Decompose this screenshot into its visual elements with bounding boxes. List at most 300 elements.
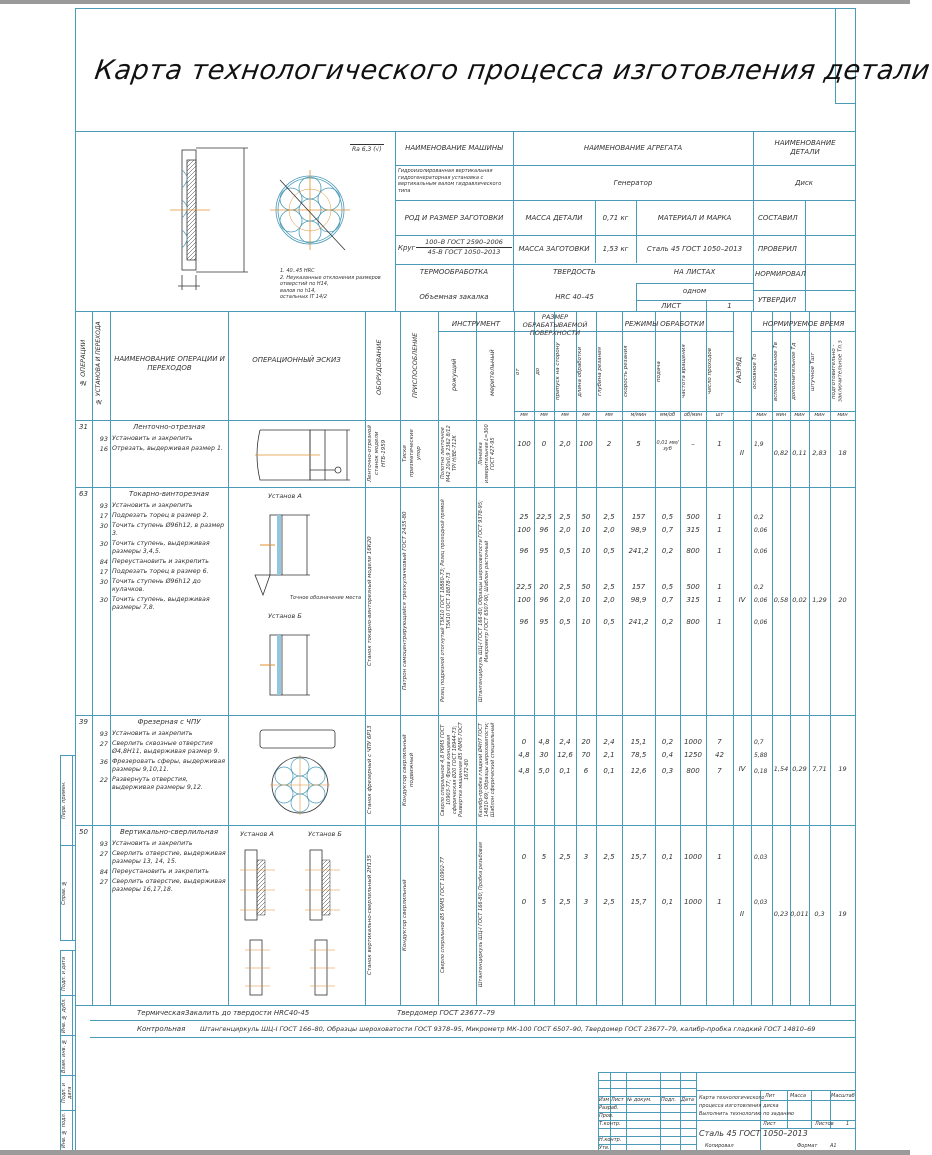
sketch-op31: [250, 425, 360, 485]
sheets-label: НА ЛИСТАХ: [673, 268, 716, 276]
stamp-sheets-value: 1: [846, 1121, 850, 1127]
mode-value: 241,2: [628, 618, 649, 626]
grid-line: [476, 311, 477, 1005]
signature-approved: УТВЕРДИЛ: [758, 296, 796, 304]
mode-value: 20: [581, 738, 591, 746]
footer-thermal-text: Закалить до твердости HRC40-45: [185, 1009, 310, 1017]
op-name: Токарно-винторезная: [128, 490, 210, 498]
col-size-from: от: [515, 368, 521, 375]
time-add: 0,011: [790, 910, 809, 918]
mode-value: 98,9: [630, 526, 647, 534]
grid-line: [75, 825, 855, 826]
mode-value: 0,5: [661, 583, 674, 591]
mode-value: 800: [686, 547, 700, 555]
mode-value: 6: [583, 767, 589, 775]
stamp-doc-title-line: Карта технологического: [699, 1095, 765, 1101]
mode-value: 0,3: [661, 767, 674, 775]
mode-value: 30: [539, 751, 549, 759]
mode-value: 500: [686, 583, 700, 591]
fixture: Кондуктор сверлильный подвижный: [402, 734, 415, 806]
grade: IV: [738, 596, 746, 604]
side-stamp-label: Перв. примен.: [61, 781, 67, 819]
step-no: 93: [99, 435, 108, 443]
stamp-sheets: Листов: [815, 1121, 834, 1127]
col-fixture: ПРИСПОСОБЛЕНИЕ: [411, 332, 419, 398]
mode-value: 800: [686, 618, 700, 626]
tool-measuring: Штангенциркуль ШЦ-I ГОСТ 166-80; Пробка резьбовая: [478, 842, 484, 988]
step-no: 17: [99, 512, 108, 520]
time-main: 1,9: [754, 441, 764, 448]
step-no: 84: [99, 868, 108, 876]
grid-line: [733, 311, 734, 1005]
unit-label: мм: [540, 412, 548, 418]
drawing-note: валов по h14,: [280, 287, 316, 294]
step-text: Установить и закрепить: [112, 730, 193, 737]
op-name: Ленточно-отрезная: [133, 423, 205, 431]
mode-value: 3: [583, 898, 589, 906]
grid-line: [110, 311, 111, 1005]
fixture: Кондуктор сверлильный: [402, 879, 408, 951]
unit-label: мин: [794, 412, 805, 418]
footer-control-text: Штангенциркуль ШЦ-I ГОСТ 166–80, Образцы шероховатости ГОСТ 9378–95, Микрометр МК-100 ГОСТ 6507–90, Твердомер ГОСТ 23677–79, калибр-пробка гладкий ГОСТ 14810–69: [200, 1025, 816, 1033]
col-speed: скорость резания: [623, 345, 629, 398]
mode-value: 7: [717, 767, 722, 775]
time-main: 5,88: [754, 752, 768, 759]
col-size-group: РАЗМЕР ОБРАБАТЫВАЕМОЙ ПОВЕРХНОСТИ: [522, 313, 588, 337]
unit-label: м/мин: [630, 412, 647, 418]
grid-line: [438, 311, 439, 1005]
col-tool-measuring: мерительный: [488, 349, 496, 396]
col-setup-no: № УСТАНОВА И ПЕРЕХОДА: [95, 321, 102, 405]
time-add: 0,02: [792, 596, 807, 604]
sketch-op50: [235, 840, 365, 1000]
mode-value: 0,2: [661, 738, 674, 746]
time-main: 0,03: [754, 899, 768, 906]
grid-line: [660, 1072, 661, 1150]
mode-value: 10: [581, 526, 591, 534]
unit-label: мм: [520, 412, 528, 418]
mode-value: 100: [517, 596, 531, 604]
mode-value: 2,0: [603, 596, 615, 604]
time-main: 0,2: [754, 584, 764, 591]
mode-value: 12,6: [557, 751, 573, 759]
grid-line: [75, 420, 855, 421]
mode-value: 1: [717, 898, 722, 906]
col-feed: подача: [656, 361, 662, 382]
grid-line: [60, 995, 75, 996]
time-main: 0,06: [754, 597, 768, 604]
unit-label: мин: [756, 412, 767, 418]
mode-value: 0,5: [603, 618, 615, 626]
step-no: 93: [99, 502, 108, 510]
step-no: 84: [99, 558, 108, 566]
mode-value: 1000: [684, 853, 702, 861]
mode-value: 0,1: [661, 898, 674, 906]
mode-value: 3: [583, 853, 589, 861]
step-no: 36: [99, 758, 108, 766]
grade: IV: [738, 765, 746, 773]
grid-line: [680, 1072, 681, 1150]
part-value: Диск: [794, 179, 814, 187]
grid-line: [75, 487, 855, 488]
mode-value: 96: [539, 526, 549, 534]
mode-value: 50: [581, 513, 591, 521]
op-name: Фрезерная с ЧПУ: [137, 718, 201, 726]
tool-measuring: Линейка измерительная L=300 ГОСТ 427-95: [478, 424, 496, 483]
signature-composed: СОСТАВИЛ: [758, 214, 798, 222]
time-aux: 1,54: [773, 765, 789, 773]
mode-value: 0,1: [603, 767, 615, 775]
mode-value: 25: [519, 513, 529, 521]
mode-value: 2,0: [559, 440, 571, 448]
mode-value: 2,1: [603, 751, 615, 759]
mode-value: 4,8: [518, 751, 530, 759]
part-mass-value: 0,71 кг: [602, 214, 629, 222]
col-depth: глубина резания: [597, 347, 603, 396]
mode-value: 2: [606, 440, 612, 448]
blank-mass-value: 1,53 кг: [602, 245, 629, 253]
mode-value: 100: [517, 526, 531, 534]
mode-value: 0,4: [661, 751, 674, 759]
stamp-scale: Масштаб: [831, 1093, 855, 1099]
fixture: Патрон самоцентрирующийся трехкулачковый ГОСТ 2435-80: [402, 511, 408, 691]
stamp-doc-title-line: Выполнить технологию по заданию: [699, 1111, 794, 1117]
mode-value: 22,5: [516, 583, 532, 591]
mode-value: 0,5: [661, 513, 674, 521]
mode-value: 2,0: [559, 526, 571, 534]
grade: II: [739, 910, 745, 918]
stamp-header: Лист: [611, 1097, 624, 1103]
mode-value: –: [691, 440, 695, 448]
col-allowance: припуск на сторону: [555, 342, 561, 401]
mode-value: 1: [717, 618, 722, 626]
mode-value: 2,5: [603, 583, 615, 591]
unit-label: об/мин: [683, 412, 703, 418]
grid-line: [598, 1072, 855, 1073]
mode-value: 0,5: [559, 547, 571, 555]
mode-value: 5: [541, 853, 547, 861]
drawing-note: остальных IT 14/2: [280, 294, 328, 300]
time-prep: 19: [838, 765, 847, 773]
step-no: 30: [99, 596, 108, 604]
mode-value: 1000: [684, 738, 702, 746]
viewer-top-bar: [0, 0, 910, 4]
stamp-sheet: Лист: [763, 1121, 776, 1127]
grid-line: [75, 1005, 855, 1006]
mode-value: 70: [581, 751, 591, 759]
time-piece: 1,29: [812, 596, 827, 604]
time-main: 0,06: [754, 619, 768, 626]
step-no: 27: [99, 878, 108, 886]
time-main: 0,03: [754, 854, 768, 861]
col-grade: РАЗРЯД: [735, 356, 743, 384]
stamp-header: Подп.: [661, 1097, 677, 1103]
grid-line: [400, 311, 401, 1005]
side-stamp-label: Справ. №: [61, 879, 67, 906]
step-text: Точить ступень Ø96h12, в размер 3.: [112, 522, 225, 537]
sheet-label: ЛИСТ: [661, 302, 681, 310]
grid-line: [75, 715, 855, 716]
stamp-role: Пров.: [599, 1113, 614, 1119]
part-label: НАИМЕНОВАНИЕ ДЕТАЛИ: [774, 139, 836, 156]
time-main: 0,2: [754, 514, 764, 521]
part-mass-label: МАССА ДЕТАЛИ: [525, 214, 583, 222]
mode-value: 0,5: [559, 618, 571, 626]
mode-value: 2,5: [603, 853, 615, 861]
drawing-note: 1. 40..45 HRC: [280, 268, 315, 274]
sketch-label-setup-b-50: Установ Б: [308, 830, 342, 838]
step-no: 22: [99, 776, 108, 784]
grid-line: [228, 311, 229, 1005]
mode-value: 1: [717, 513, 722, 521]
grid-line: [60, 950, 75, 951]
step-text: Сверлить отверстие, выдерживая размеры 13, 14, 15.: [112, 850, 226, 865]
step-text: Установить и закрепить: [112, 435, 193, 442]
op-number: 50: [79, 828, 88, 836]
grid-line: [72, 755, 73, 940]
step-text: Подрезать торец в размер 6.: [112, 568, 209, 575]
step-text: Точить ступень, выдерживая размеры 3,4,5.: [112, 540, 210, 555]
mode-value: 0: [521, 738, 527, 746]
tool-cutting: Резец подрезной отогнутый Т5К10 ГОСТ 18880-73; Резец проходной прямой Т5К10 ГОСТ 18878-73: [440, 499, 452, 703]
step-no: 93: [99, 840, 108, 848]
side-stamp-label: Подп. и дата: [61, 956, 67, 992]
step-no: 27: [99, 850, 108, 858]
mode-value: 1: [717, 526, 722, 534]
grid-line: [598, 1144, 696, 1145]
stamp-role: Утв.: [599, 1145, 610, 1151]
time-add: 0,29: [792, 765, 807, 773]
col-time-group: НОРМИРУЕМОЕ ВРЕМЯ: [762, 320, 845, 328]
drawing-note: отверстий по H14,: [280, 281, 329, 287]
unit-label: мм: [561, 412, 569, 418]
side-stamp-label: Взам. инв. №: [61, 1038, 67, 1073]
time-main: 0,18: [754, 768, 768, 775]
stamp-header: Дата: [681, 1097, 694, 1103]
stamp-doc-title-line: процесса изготовления диска: [699, 1103, 779, 1109]
mode-value: 15,7: [630, 853, 647, 861]
tool-cutting: Сверло спиральное Ø5 Р6М5 ГОСТ 10902-77: [440, 856, 446, 974]
mode-value: 1: [717, 440, 722, 448]
step-text: Отрезать, выдерживая размер 1.: [112, 445, 223, 452]
mode-value: 5,0: [538, 767, 550, 775]
time-piece: 7,71: [812, 765, 827, 773]
col-passes: число проходов: [707, 348, 713, 395]
mode-value: 2,5: [603, 898, 615, 906]
step-text: Подрезать торец в размер 2.: [112, 512, 209, 519]
material-value: Сталь 45 ГОСТ 1050–2013: [646, 245, 743, 253]
hardness-label: ТВЕРДОСТЬ: [553, 268, 596, 276]
col-tool-cutting: режущий: [450, 358, 458, 392]
unit-label: мин: [775, 412, 787, 418]
signature-normed: НОРМИРОВАЛ: [755, 270, 806, 278]
fixture: Тиски призматические упор: [402, 429, 422, 478]
grid-line: [598, 1080, 696, 1081]
unit-label: мин: [837, 412, 848, 418]
drawing-note: 2. Неуказанные отклонения размеров: [280, 274, 381, 281]
machine-value: Гидроизолированная вертикальная гидрогенераторная установка с вертикальным валом гидравлического типа: [398, 168, 502, 194]
stamp-role: Н.контр.: [599, 1137, 622, 1143]
material-label: МАТЕРИАЛ И МАРКА: [657, 214, 732, 222]
stamp-role: Т.контр.: [599, 1121, 621, 1127]
col-t-main: основное То: [752, 353, 758, 390]
time-aux: 0,23: [773, 910, 789, 918]
grid-line: [696, 1072, 697, 1150]
mode-value: 5: [541, 898, 547, 906]
mode-value: 96: [519, 547, 529, 555]
col-sketch: ОПЕРАЦИОННЫЙ ЭСКИЗ: [252, 356, 341, 364]
mode-value: 10: [581, 618, 591, 626]
grid-line: [811, 1090, 812, 1128]
viewer-bottom-bar: [0, 1150, 910, 1155]
step-text: Развернуть отверстия, выдерживая размеры 9,12.: [112, 776, 203, 791]
blank-prefix: Круг: [398, 244, 416, 252]
time-prep: 19: [838, 910, 847, 918]
mode-value: 0,1: [661, 853, 674, 861]
unit-label: шт: [715, 412, 724, 418]
mode-value: 157: [631, 583, 646, 591]
stamp-header: Изм: [599, 1097, 610, 1103]
mode-value: 2,4: [603, 738, 615, 746]
tool-cutting: Полотно ленточное М42 20х0,9 2362 8/12 TPI H/BE-712K: [440, 425, 458, 482]
mode-value: 42: [715, 751, 724, 759]
mode-value: 12,6: [630, 767, 647, 775]
mode-value: 96: [519, 618, 529, 626]
tool-measuring: Калибр-пробка гладкий Ø4Н7 ГОСТ 14810-69; Образцы шероховатости; Шаблон сферический специальный: [478, 722, 496, 818]
unit-label: НАИМЕНОВАНИЕ АГРЕГАТА: [583, 144, 683, 152]
mode-value: 78,5: [630, 751, 647, 759]
col-t-add: дополнительное Тд: [791, 342, 797, 401]
col-size-to: до: [535, 367, 541, 376]
mode-value: 7: [717, 738, 722, 746]
step-text: Установить и закрепить: [112, 502, 193, 509]
mode-value: 800: [686, 767, 700, 775]
grid-line: [598, 1088, 696, 1089]
mode-value: 0,5: [603, 547, 615, 555]
step-no: 30: [99, 522, 108, 530]
stamp-header: № докум.: [627, 1097, 652, 1103]
col-t-aux: вспомогательное Тв: [773, 341, 779, 402]
mode-value: 500: [686, 513, 700, 521]
time-aux: 0,58: [773, 596, 789, 604]
time-add: 0,11: [792, 448, 807, 457]
grid-line: [60, 845, 75, 846]
mode-value: 2,4: [559, 738, 571, 746]
sketch-op39: [240, 720, 360, 820]
mode-value: 10: [581, 596, 591, 604]
stamp-doc-title: [699, 1094, 794, 1118]
mode-value: 241,2: [628, 547, 649, 555]
stamp-material: Сталь 45 ГОСТ 1050–2013: [699, 1129, 808, 1138]
col-op-no: № ОПЕРАЦИИ: [79, 339, 87, 387]
col-length: длина обработки: [577, 346, 583, 397]
hardness-value: HRC 40–45: [555, 293, 594, 301]
equipment: Станок вертикально-сверлильный 2Н135: [367, 854, 373, 976]
mode-value: 4,8: [538, 738, 550, 746]
blank-bottom: 45-В ГОСТ 1050–2013: [427, 248, 501, 256]
mode-value: 100: [517, 440, 531, 448]
side-stamp-label: Подп. и дата: [61, 1083, 73, 1103]
stamp-mass: Масса: [790, 1093, 806, 1099]
col-equipment: ОБОРУДОВАНИЕ: [375, 339, 383, 396]
mode-value: 96: [539, 596, 549, 604]
col-modes-group: РЕЖИМЫ ОБРАБОТКИ: [624, 320, 705, 328]
mode-value: 0,1: [559, 767, 571, 775]
time-prep: 18: [838, 448, 847, 457]
heat-value: Объемная закалка: [419, 293, 489, 301]
col-t-piece: штучное Тшт: [810, 352, 816, 391]
grid-line: [596, 331, 733, 332]
mode-value: 0,7: [661, 526, 674, 534]
step-text: Сверлить сквозные отверстия Ø4,8Н11, выдерживая размер 9.: [112, 740, 220, 755]
mode-value: 15,7: [630, 898, 647, 906]
step-text: Фрезеровать сферы, выдерживая размеры 9,10,11.: [112, 758, 226, 773]
step-text: Переустановить и закрепить: [112, 868, 209, 875]
mode-value: 315: [686, 596, 700, 604]
mode-value: 5: [636, 440, 641, 448]
mode-value: 100: [579, 440, 593, 448]
mode-value: 1: [717, 596, 722, 604]
mode-value: 0,01 мм/зуб: [656, 440, 679, 452]
mode-value: 95: [539, 618, 549, 626]
grid-line: [60, 940, 75, 941]
side-stamp-label: Инв. № дубл.: [61, 997, 67, 1033]
time-main: 0,06: [754, 527, 768, 534]
op-number: 39: [79, 718, 88, 726]
mode-value: 1000: [684, 898, 702, 906]
time-prep: 20: [838, 596, 847, 604]
grid-line: [92, 311, 93, 1005]
equipment: Станок токарно-винторезный модели 16К20: [367, 536, 373, 666]
step-no: 16: [99, 445, 108, 453]
blank-top: 100–В ГОСТ 2590–2006: [416, 238, 512, 248]
grade: II: [739, 448, 745, 457]
mode-value: 1: [717, 853, 722, 861]
step-text: Переустановить и закрепить: [112, 558, 209, 565]
mode-value: 20: [539, 583, 549, 591]
mode-value: 0: [521, 853, 527, 861]
step-no: 27: [99, 740, 108, 748]
mode-value: 315: [686, 526, 700, 534]
col-op-name: НАИМЕНОВАНИЕ ОПЕРАЦИИ И ПЕРЕХОДОВ: [114, 355, 225, 372]
grid-line: [626, 1072, 627, 1150]
grid-line: [696, 1090, 855, 1091]
time-main: 0,06: [754, 548, 768, 555]
equipment: Ленточно-отрезной станок модели НТБ-1959: [367, 425, 387, 482]
grid-line: [365, 311, 366, 1005]
step-text: Точить ступень Ø96h12 до кулачков.: [112, 578, 201, 593]
unit-label: мм: [582, 412, 590, 418]
mode-value: 2,0: [603, 526, 615, 534]
mode-value: 50: [581, 583, 591, 591]
col-t-prep: подготовительно - заключительное Тп.з: [831, 340, 844, 403]
op-number: 63: [79, 490, 88, 498]
machine-label: НАИМЕНОВАНИЕ МАШИНЫ: [405, 144, 503, 152]
tool-cutting: Сверло спиральное 4,8 Р6М5 ГОСТ 10903-77; Фреза концевая сферическая Ø20 ГОСТ 18944-73; Развертка машинная Ø5 Р6М5 ГОСТ 1672-80: [440, 722, 470, 818]
stamp-copied: Копировал: [705, 1143, 734, 1149]
mode-value: 4,8: [518, 767, 530, 775]
grid-line: [60, 1075, 75, 1076]
mode-value: 2,0: [559, 596, 571, 604]
stamp-role: Разраб.: [599, 1105, 619, 1111]
sketch-label-setup-b-63: Установ Б: [268, 612, 302, 620]
footer-control-label: Контрольная: [137, 1025, 186, 1033]
page-title: Карта технологического процесса изготовления детали: [92, 55, 932, 86]
step-text: Установить и закрепить: [112, 840, 193, 847]
stamp-format: Формат: [797, 1143, 818, 1149]
mode-value: 2,5: [603, 513, 615, 521]
mode-value: 1250: [684, 751, 702, 759]
